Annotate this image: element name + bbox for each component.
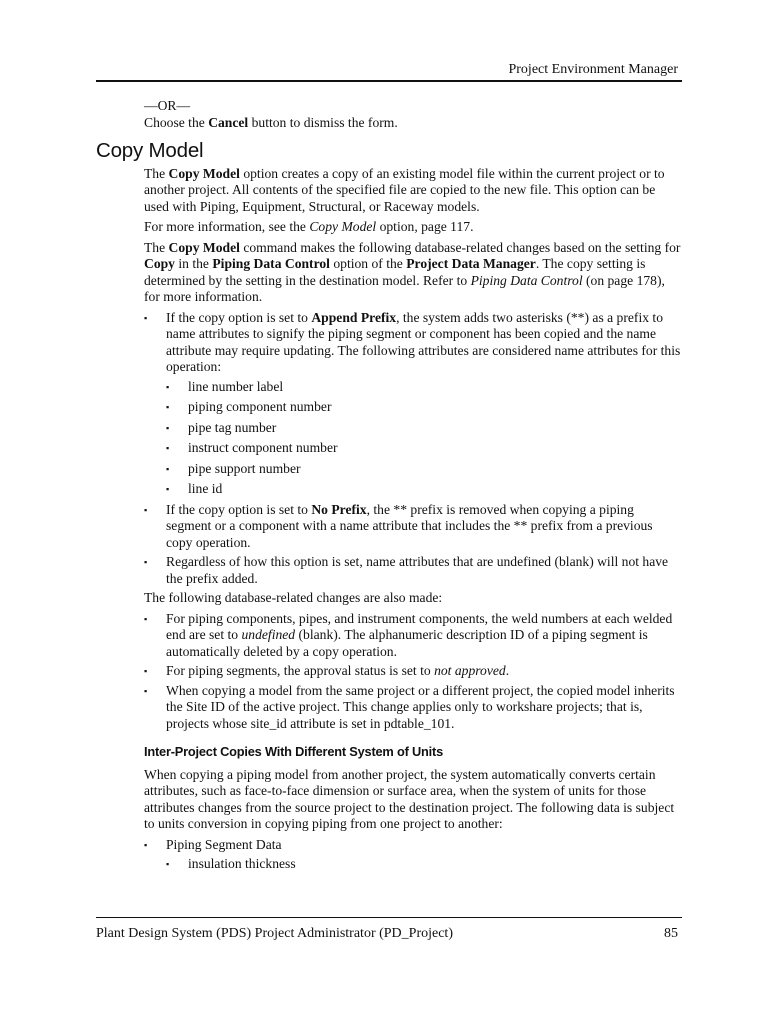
list-item <box>166 461 682 478</box>
list-item-text: Regardless of how this option is set, name attributes that are undefined (blank) will not have the prefix added. <box>166 554 669 586</box>
database-changes-list <box>144 611 682 733</box>
page-number: 85 <box>664 926 678 941</box>
text-run: (on page 178), for more information. <box>144 272 665 304</box>
segment-data-list <box>166 856 682 873</box>
list-item-text: line id <box>188 481 223 496</box>
list-item <box>166 420 682 437</box>
paragraph-also-made: The following database-related changes are also made: <box>144 590 443 605</box>
paragraph-command <box>144 240 682 306</box>
italic-term: undefined <box>241 627 296 642</box>
list-item-weld <box>144 611 682 661</box>
list-item <box>166 379 682 396</box>
paragraph-units: When copying a piping model from another project, the system automatically converts certain attributes, such as face-to-face dimension or surface area, when the system of units for those attributes changes from the source project to the destination project. The following data is subject to units conversion in copying piping from one project to another: <box>144 766 675 831</box>
text-run: , the system adds two asterisks (**) as a prefix to name attributes to signify the piping segment or component has been copied and the name attribute may require updating. The following attributes are considered name attributes for this operation: <box>166 309 681 374</box>
bullet-icon: ▪ <box>166 443 170 453</box>
list-item-site-id <box>144 683 682 733</box>
list-item-text: piping component number <box>188 399 332 414</box>
bullet-icon: ▪ <box>144 557 148 567</box>
text-run: command makes the following database-related changes based on the setting for <box>239 239 681 255</box>
units-list <box>144 837 682 873</box>
footer-rule <box>96 917 682 918</box>
bullet-icon: ▪ <box>144 839 148 850</box>
page-content <box>96 98 682 877</box>
cross-reference: Copy Model <box>309 219 377 234</box>
list-item-text: instruct component number <box>188 440 338 455</box>
text-run: The <box>144 165 169 181</box>
list-item-text: line number label <box>188 378 284 394</box>
footer-title: Plant Design System (PDS) Project Administrator (PD_Project) <box>96 926 453 941</box>
or-line: —OR— <box>144 98 191 113</box>
text-run: option of the <box>329 256 407 271</box>
bullet-icon: ▪ <box>166 859 170 869</box>
bold-term: Project Data Manager <box>406 256 536 271</box>
text-run: If the copy option is set to <box>166 501 312 517</box>
section-heading: Copy Model <box>96 139 204 162</box>
cancel-instruction <box>144 115 682 132</box>
list-item-piping-segment <box>144 837 682 873</box>
list-item <box>166 481 682 498</box>
bullet-icon: ▪ <box>166 484 170 494</box>
text-run: option creates a copy of an existing model file within the current project or to another project. All contents of the specified file are copied to the new file. This option can be used with Piping, Equipment, Structural, or Raceway models. <box>144 165 665 214</box>
paragraph-more-info <box>144 219 682 236</box>
bullet-icon: ▪ <box>144 685 148 696</box>
list-item <box>166 856 682 873</box>
bullet-icon: ▪ <box>144 312 148 323</box>
text-run: If the copy option is set to <box>166 309 312 325</box>
text-run: button to dismiss the form. <box>248 114 398 130</box>
header-rule <box>96 80 682 82</box>
text-run: , the ** prefix is removed when copying a piping segment or a component with a name attribute that includes the ** prefix from a previous copy operation. <box>166 501 653 550</box>
bullet-icon: ▪ <box>144 504 148 515</box>
list-item-text: Piping Segment Data <box>166 836 282 852</box>
list-item-regardless <box>144 554 682 587</box>
header-title: Project Environment Manager <box>508 62 678 77</box>
bold-term: Piping Data Control <box>212 256 330 271</box>
text-run: The <box>144 239 169 255</box>
paragraph-intro <box>144 166 682 216</box>
list-item-approval <box>144 663 682 680</box>
list-item-no-prefix <box>144 502 682 552</box>
list-item-text: insulation thickness <box>188 856 296 871</box>
name-attribute-list <box>166 379 682 498</box>
italic-term: not approved <box>434 663 506 678</box>
bold-term: No Prefix <box>311 501 367 517</box>
text-run: . The copy setting is determined by the setting in the destination model. Refer to <box>144 256 646 288</box>
text-run: For more information, see the <box>144 219 310 234</box>
cross-reference: Piping Data Control <box>470 272 583 288</box>
bullet-icon: ▪ <box>166 422 170 433</box>
list-item <box>166 440 682 457</box>
bold-term: Copy <box>144 256 175 271</box>
text-run: Choose the <box>144 114 209 130</box>
bold-term: Copy Model <box>168 165 240 181</box>
list-item-append-prefix <box>144 310 682 498</box>
subsection-heading: Inter-Project Copies With Different System of Units <box>144 744 443 759</box>
bold-term: Append Prefix <box>311 309 397 325</box>
copy-option-list <box>144 310 682 588</box>
bold-term: Copy Model <box>168 239 240 255</box>
bullet-icon: ▪ <box>144 666 148 676</box>
list-item <box>166 399 682 416</box>
bullet-icon: ▪ <box>166 381 170 392</box>
list-item-text: pipe support number <box>188 460 301 476</box>
cancel-term: Cancel <box>208 114 249 130</box>
bullet-icon: ▪ <box>166 402 170 412</box>
list-item-text: pipe tag number <box>188 419 277 435</box>
text-run: . <box>505 663 510 678</box>
text-run: For piping segments, the approval status is set to <box>166 663 435 678</box>
text-run: (blank). The alphanumeric description ID of a piping segment is automatically deleted by a copy operation. <box>166 627 648 659</box>
text-run: For piping components, pipes, and instrument components, the weld numbers at each welded end are set to <box>166 610 673 642</box>
bullet-icon: ▪ <box>144 613 148 624</box>
bullet-icon: ▪ <box>166 463 170 474</box>
text-run: option, page 117. <box>376 219 474 234</box>
list-item-text: When copying a model from the same project or a different project, the copied model inherits the Site ID of the active project. This change applies only to workshare projects; that is, projects whose site_id attribute is set in pdtable_101. <box>166 682 675 731</box>
text-run: in the <box>174 256 213 271</box>
